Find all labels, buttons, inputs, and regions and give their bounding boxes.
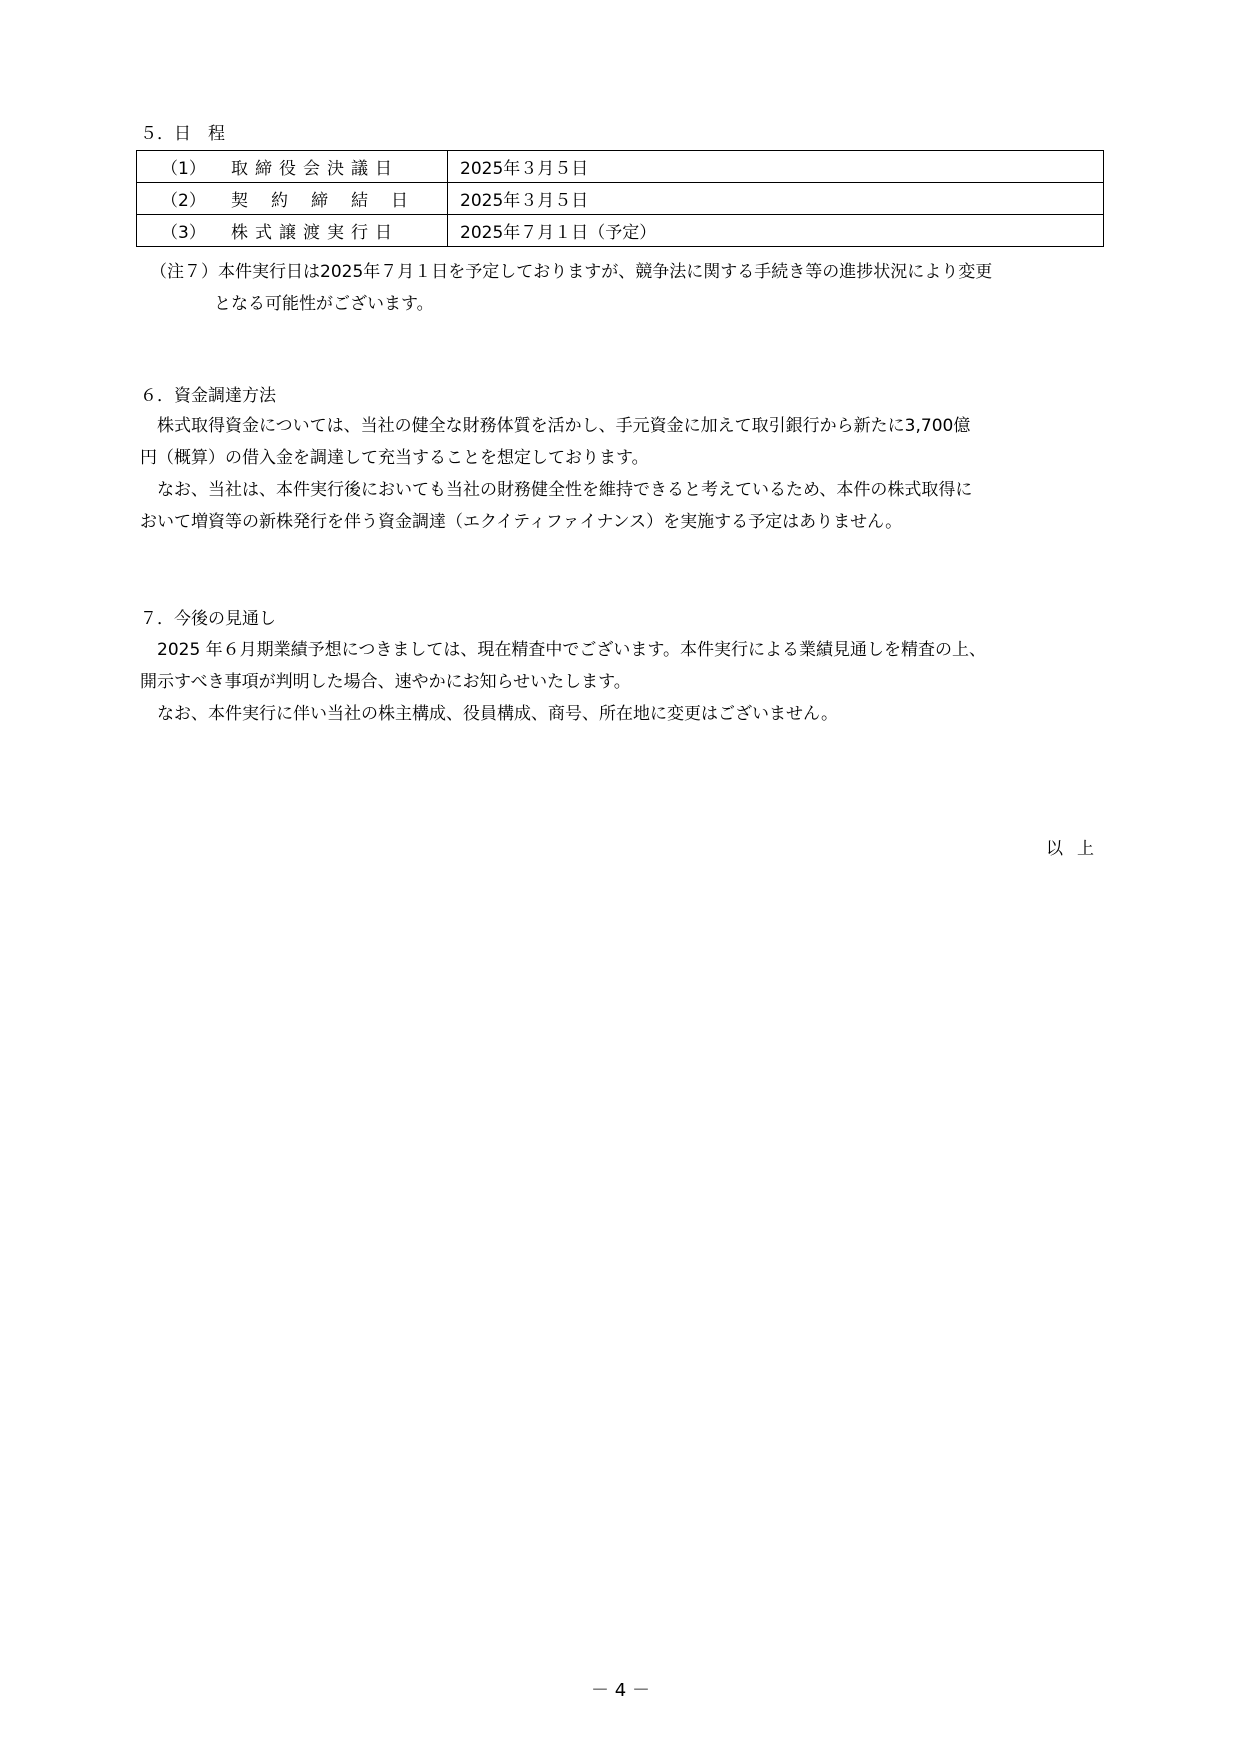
paragraph-line: 開示すべき事項が判明した場合、速やかにお知らせいたします。 xyxy=(140,672,631,692)
row-number: （2） xyxy=(161,191,206,211)
section-7-body xyxy=(140,634,1110,730)
schedule-item-cell xyxy=(137,183,448,215)
table-row xyxy=(137,183,1104,215)
paragraph-line: なお、当社は、本件実行後においても当社の財務健全性を維持できると考えているため、本件の株式取得に xyxy=(140,480,973,500)
row-date: 2025年３月５日 xyxy=(448,151,1104,183)
section-6-body xyxy=(140,410,1110,538)
row-label: 契 約 締 結 日 xyxy=(231,191,411,211)
schedule-note xyxy=(150,256,1110,320)
schedule-item-cell xyxy=(137,215,448,247)
schedule-table xyxy=(136,150,1104,247)
schedule-item-cell xyxy=(137,151,448,183)
row-label: 取締役会決議日 xyxy=(231,159,399,179)
row-number: （1） xyxy=(161,159,206,179)
note-line: となる可能性がございます。 xyxy=(214,294,434,314)
closing-mark: 以上 xyxy=(1046,839,1108,859)
paragraph-line: 株式取得資金については、当社の健全な財務体質を活かし、手元資金に加えて取引銀行から新たに3,700億 xyxy=(140,416,971,436)
section-7-heading: ７．今後の見通し xyxy=(140,609,276,629)
row-number: （3） xyxy=(161,223,206,243)
row-label: 株式譲渡実行日 xyxy=(231,223,399,243)
row-date: 2025年７月１日（予定） xyxy=(448,215,1104,247)
page-number: － 4 － xyxy=(591,1680,650,1701)
section-6-heading: ６．資金調達方法 xyxy=(140,386,276,406)
table-row xyxy=(137,151,1104,183)
paragraph-line: 2025 年６月期業績予想につきましては、現在精査中でございます。本件実行による業績見通しを精査の上、 xyxy=(140,640,986,660)
paragraph-line: なお、本件実行に伴い当社の株主構成、役員構成、商号、所在地に変更はございません。 xyxy=(140,704,839,724)
paragraph-line: 円（概算）の借入金を調達して充当することを想定しております。 xyxy=(140,448,649,468)
table-row xyxy=(137,215,1104,247)
paragraph-line: おいて増資等の新株発行を伴う資金調達（エクイティファイナンス）を実施する予定はありません。 xyxy=(140,512,903,532)
row-date: 2025年３月５日 xyxy=(448,183,1104,215)
note-line: （注７）本件実行日は2025年７月１日を予定しておりますが、競争法に関する手続き等の進捗状況により変更 xyxy=(150,262,993,282)
section-5-heading: ５．日 程 xyxy=(140,124,225,144)
